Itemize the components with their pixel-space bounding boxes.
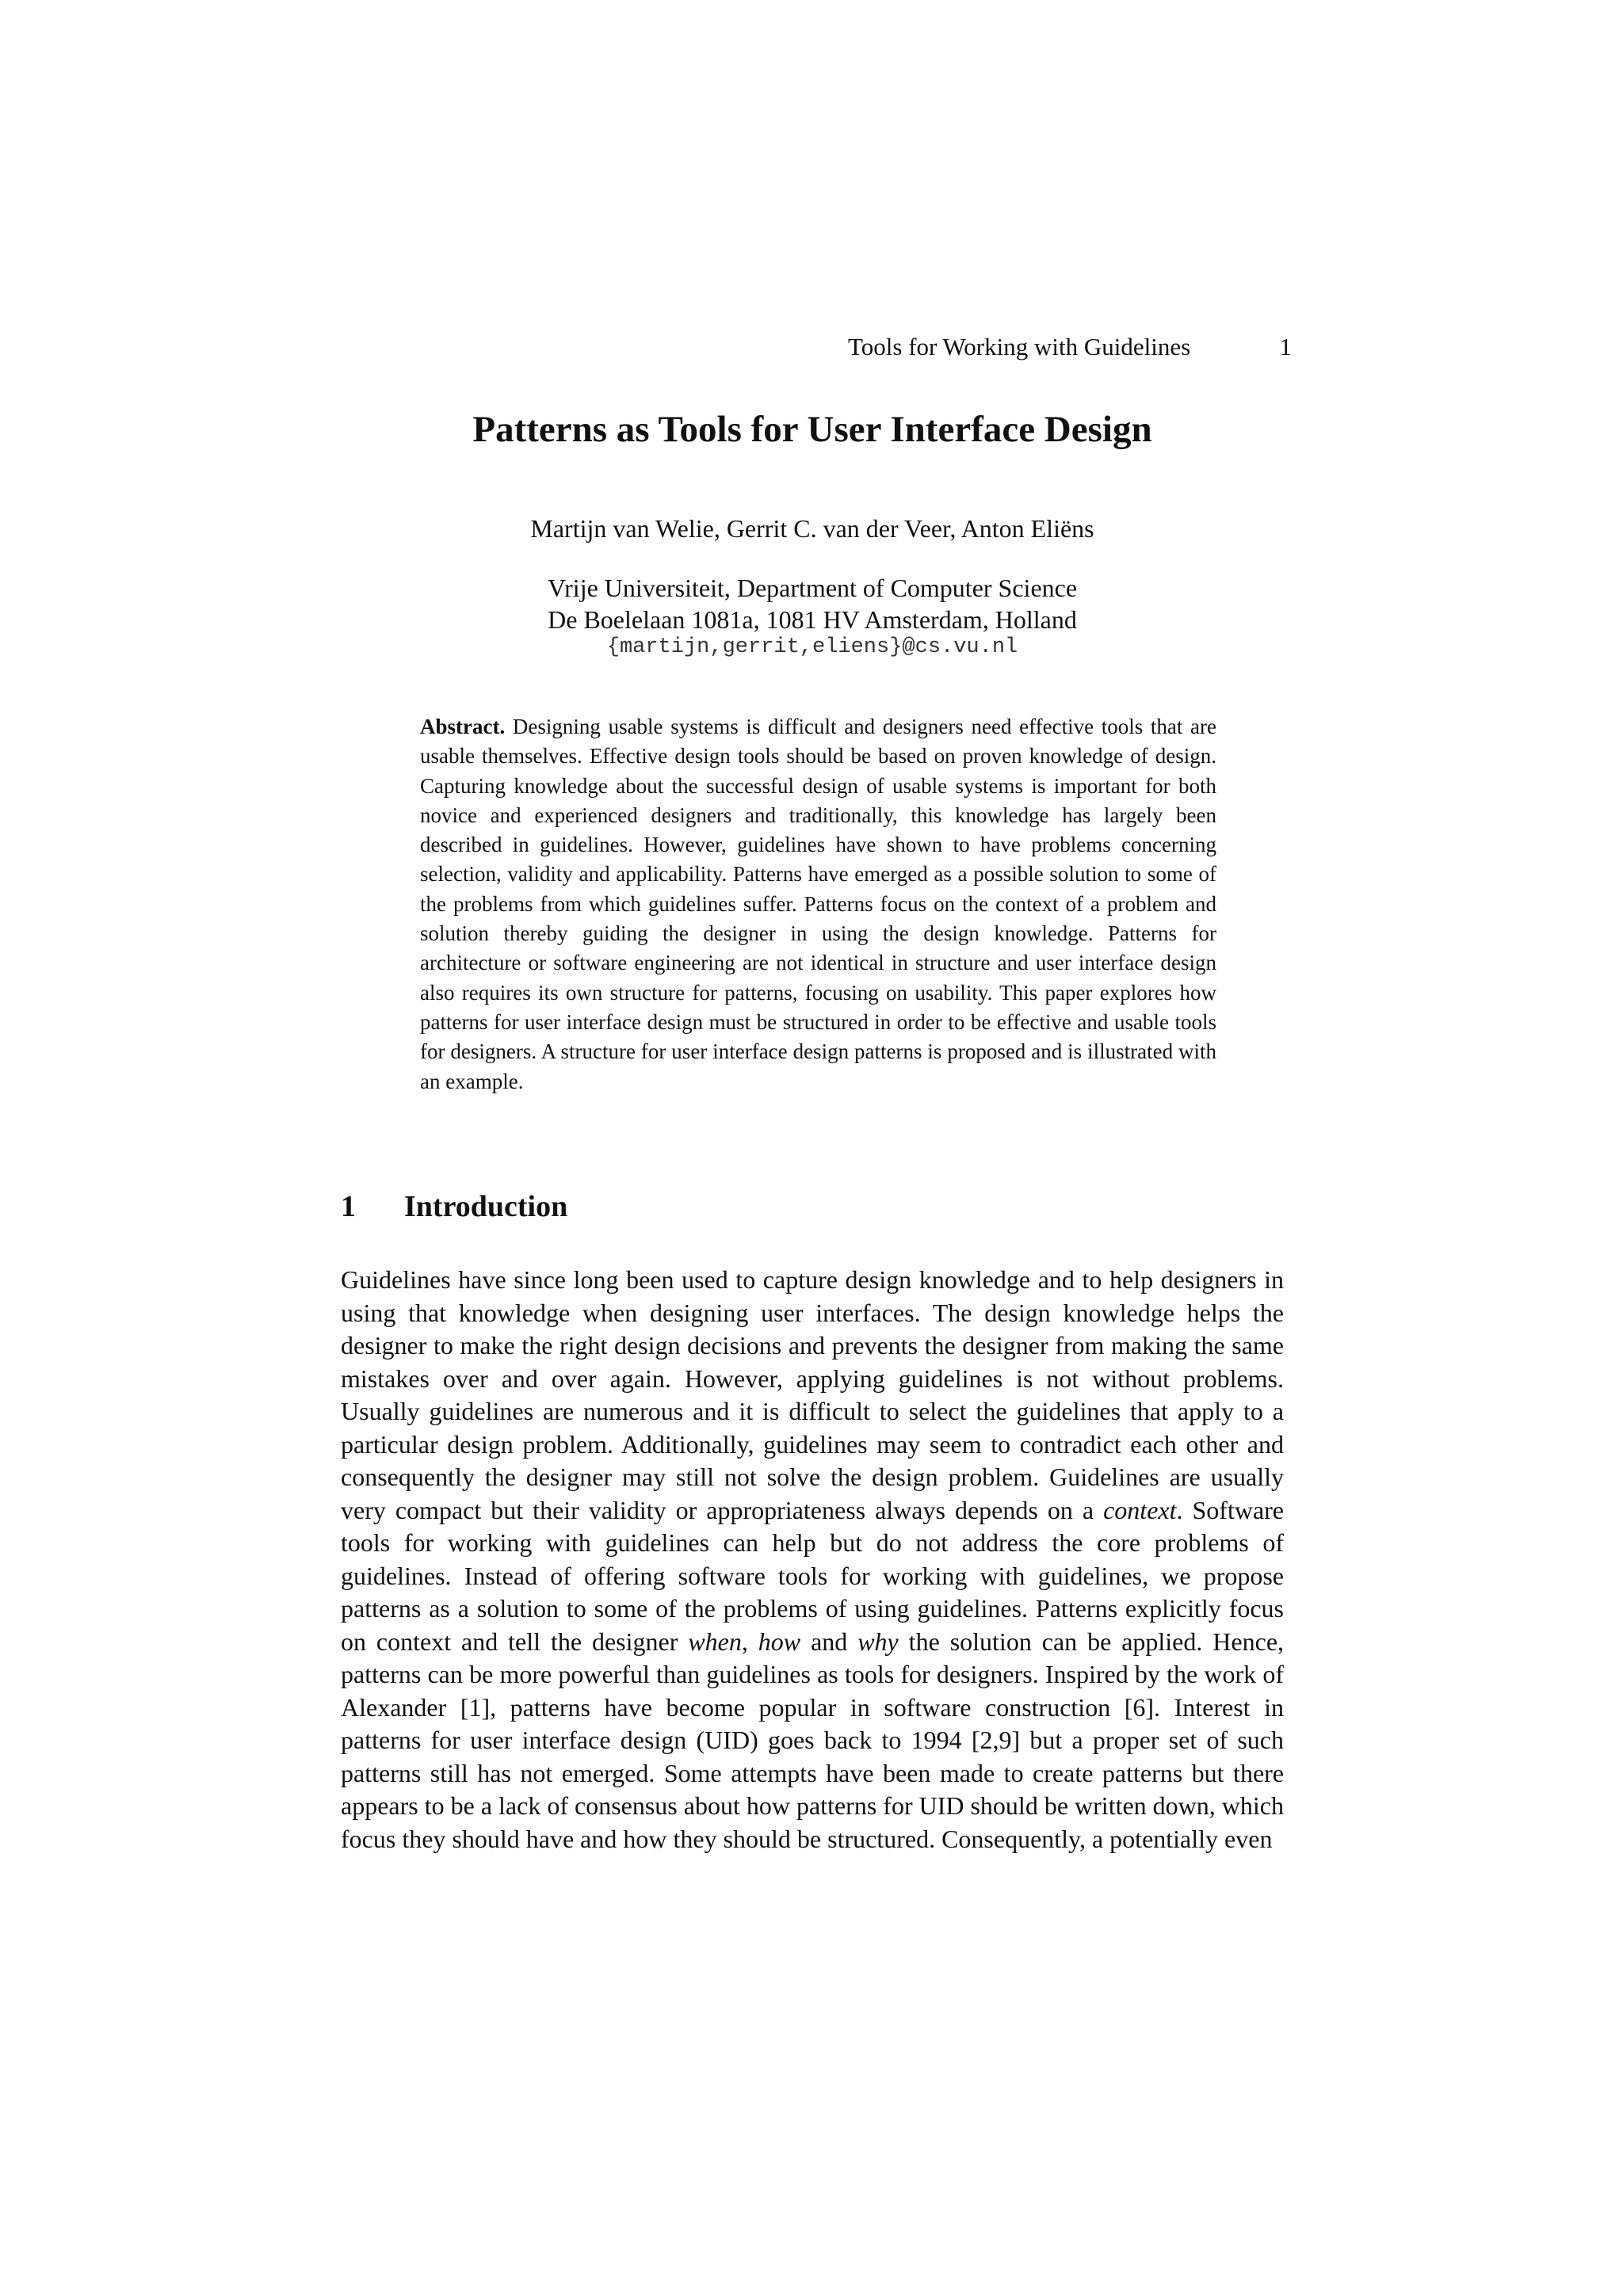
- section-title: Introduction: [404, 1190, 568, 1223]
- abstract-label: Abstract.: [420, 715, 506, 738]
- running-header: [848, 328, 1292, 366]
- abstract: [420, 712, 1216, 1097]
- address: De Boelelaan 1081a, 1081 HV Amsterdam, Holland: [548, 605, 1077, 634]
- abstract-text: Designing usable systems is difficult and designers need effective tools that are usable themselves. Effective design tools should be based on proven knowledge of design. Capturing knowledge about the successful design of usable systems is important for both novice and experienced designers and traditionally, this knowledge has largely been described in guidelines. However, guidelines have shown to have problems concerning selection, validity and applicability. Patterns have emerged as a possible solution to some of the problems from which guidelines suffer. Patterns focus on the context of a problem and solution thereby guiding the designer in using the design knowledge. Patterns for architecture or software engineering are not identical in structure and user interface design also requires its own structure for patterns, focusing on usability. This paper explores how patterns for user interface design must be structured in order to be effective and usable tools for designers. A structure for user interface design patterns is proposed and is illustrated with an example.: [420, 715, 1216, 1093]
- institution: Vrije Universiteit, Department of Computer Science: [547, 574, 1078, 602]
- body-text-part: and: [800, 1627, 858, 1656]
- emphasis-context: context: [1103, 1495, 1177, 1524]
- section-number: 1: [341, 1190, 356, 1223]
- body-text-part: ,: [741, 1627, 758, 1656]
- section-heading-introduction: [341, 1186, 1284, 1227]
- author-email: {martijn,gerrit,eliens}@cs.vu.nl: [606, 635, 1018, 659]
- paper-title: Patterns as Tools for User Interface Design: [472, 409, 1152, 450]
- body-text-part: Guidelines have since long been used to capture design knowledge and to help designers in using that knowledge when designing user interfaces. The design knowledge helps the designer to make the right design decisions and prevents the designer from making the same mistakes over and over again. However, applying guidelines is not without problems. Usually guidelines are numerous and it is difficult to select the guidelines that apply to a particular design problem. Additionally, guidelines may seem to contradict each other and consequently the designer may still not solve the design problem. Guidelines are usually very compact but their validity or appropriateness always depends on a: [341, 1265, 1284, 1524]
- body-text-part: . Software tools for working with guidelines can help but do not address the core problems of guidelines. Instead of offering software tools for working with guidelines, we propose patterns as a solution to some of the problems of using guidelines. Patterns explicitly focus on context and tell the designer: [341, 1495, 1285, 1656]
- running-title: Tools for Working with Guidelines: [848, 333, 1191, 360]
- body-text-part: the solution can be applied. Hence, patterns can be more powerful than guidelines as tools for designers. Inspired by the work of Alexander [1], patterns have become popular in software construction [6]. Interest in patterns for user interface design (UID) goes back to 1994 [2,9] but a proper set of such patterns still has not emerged. Some attempts have been made to create patterns but there appears to be a lack of consensus about how patterns for UID should be written down, which focus they should have and how they should be structured. Consequently, a potentially even: [341, 1627, 1285, 1853]
- emphasis-why: why: [857, 1627, 899, 1656]
- affiliation-block: [341, 572, 1284, 659]
- emphasis-how: how: [758, 1627, 801, 1656]
- emphasis-when: when: [688, 1627, 742, 1656]
- author-list: Martijn van Welie, Gerrit C. van der Veer, Anton Eliëns: [530, 514, 1094, 543]
- introduction-paragraph: [341, 1264, 1284, 1855]
- page-number: 1: [1279, 333, 1292, 360]
